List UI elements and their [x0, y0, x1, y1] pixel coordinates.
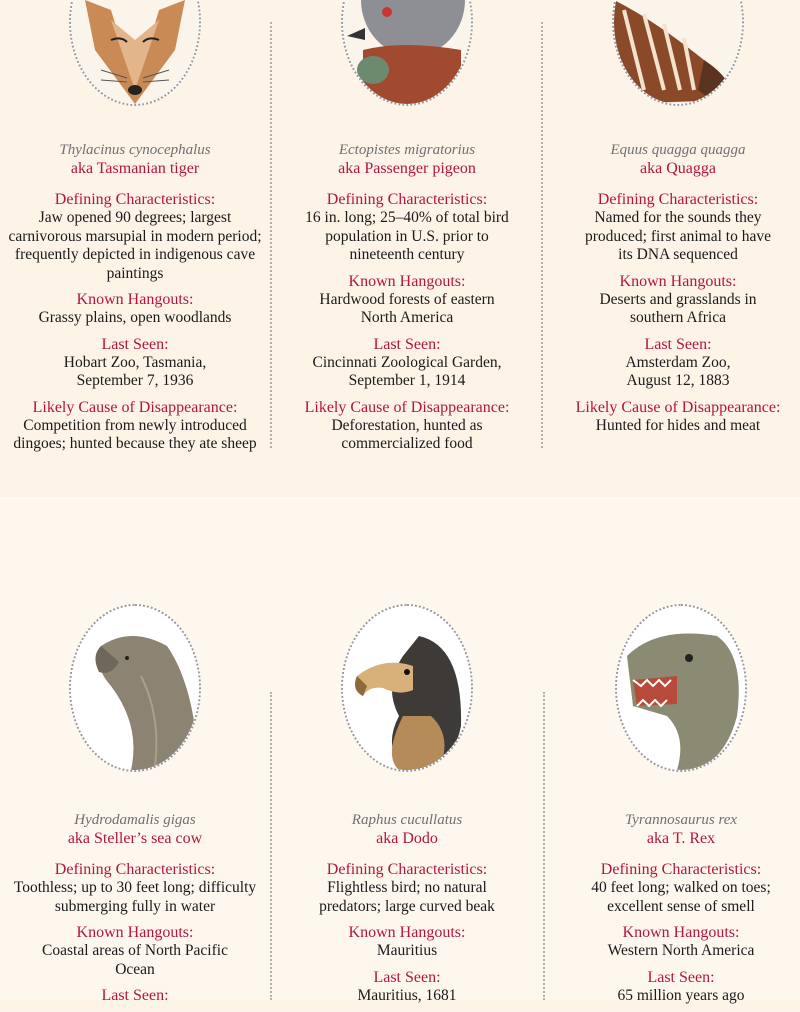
last-seen-label: Last Seen:: [101, 987, 169, 1004]
last-seen-text: 65 million years ago: [617, 986, 745, 1004]
last-seen-label: Last Seen:: [373, 968, 441, 986]
last-seen-text: Amsterdam Zoo, August 12, 1883: [625, 353, 731, 389]
defining-text: Named for the sounds they produced; first animal to have its DNA sequenced: [585, 209, 771, 263]
column-divider: [270, 22, 272, 448]
defining-label: Defining Characteristics:: [54, 861, 216, 878]
hangouts-text: Hardwood forests of eastern North America: [319, 290, 495, 326]
defining-text: Flightless bird; no natural predators; large curved beak: [319, 879, 495, 915]
column-divider: [270, 692, 272, 1000]
last-seen-label: Last Seen:: [644, 335, 712, 353]
common-name: aka Passenger pigeon: [338, 160, 476, 177]
defining-label: Defining Characteristics:: [600, 861, 762, 878]
cause-label: Likely Cause of Disappearance:: [304, 398, 510, 416]
portrait-frame: [615, 604, 747, 772]
defining-label: Defining Characteristics:: [326, 861, 488, 878]
cause-text: Deforestation, hunted as commercialized food: [331, 416, 483, 452]
hangouts-label: Known Hangouts:: [622, 924, 740, 941]
hangouts-text: Grassy plains, open woodlands: [38, 309, 232, 326]
scientific-name: Raphus cucullatus: [351, 812, 463, 828]
defining-text: Jaw opened 90 degrees; largest carnivorous marsupial in modern period; frequently depicted in indigenous cave paintings: [8, 209, 262, 282]
defining-label: Defining Characteristics:: [597, 191, 759, 208]
defining-label: Defining Characteristics:: [326, 191, 488, 208]
scientific-name: Thylacinus cynocephalus: [59, 142, 211, 158]
scientific-name: Equus quagga quagga: [610, 142, 746, 158]
dodo-head-icon: [343, 606, 471, 770]
scientific-name: Tyrannosaurus rex: [624, 812, 738, 828]
common-name: aka T. Rex: [646, 830, 716, 847]
cause-text: Hunted for hides and meat: [595, 416, 761, 434]
common-name: aka Tasmanian tiger: [70, 160, 200, 177]
cause-label: Likely Cause of Disappearance:: [32, 398, 238, 416]
common-name: aka Dodo: [376, 830, 438, 847]
hangouts-label: Known Hangouts:: [76, 924, 194, 941]
defining-label: Defining Characteristics:: [54, 191, 216, 208]
hangouts-label: Known Hangouts:: [76, 291, 194, 308]
defining-text: Toothless; up to 30 feet long; difficulty submerging fully in water: [13, 879, 257, 915]
common-name: aka Steller’s sea cow: [67, 830, 203, 847]
hangouts-text: Western North America: [607, 942, 755, 959]
t-rex-head-icon: [617, 606, 745, 770]
last-seen-text: Cincinnati Zoological Garden, September 1, 1914: [312, 353, 502, 389]
portrait-frame: [341, 604, 473, 772]
scientific-name: Ectopistes migratorius: [338, 142, 476, 158]
hangouts-text: Coastal areas of North Pacific Ocean: [42, 942, 228, 978]
hangouts-label: Known Hangouts:: [619, 272, 737, 290]
common-name: aka Quagga: [640, 160, 716, 177]
defining-text: 40 feet long; walked on toes; excellent sense of smell: [591, 879, 771, 915]
hangouts-text: Deserts and grasslands in southern Africa: [599, 290, 757, 326]
last-seen-label: Last Seen:: [101, 335, 169, 353]
hangouts-label: Known Hangouts:: [348, 272, 466, 290]
cause-label: Likely Cause of Disappearance:: [575, 398, 781, 416]
cause-text: Competition from newly introduced dingoes; hunted because they ate sheep: [13, 416, 257, 452]
sea-cow-head-icon: [71, 606, 199, 770]
scientific-name: Hydrodamalis gigas: [74, 812, 196, 828]
portrait-frame: [69, 604, 201, 772]
last-seen-label: Last Seen:: [647, 968, 715, 986]
last-seen-text: Mauritius, 1681: [357, 986, 457, 1004]
last-seen-label: Last Seen:: [373, 335, 441, 353]
last-seen-text: Hobart Zoo, Tasmania, September 7, 1936: [63, 353, 207, 389]
row-divider: [0, 497, 800, 500]
hangouts-text: Mauritius: [376, 942, 438, 959]
column-divider: [543, 692, 545, 1000]
defining-text: 16 in. long; 25–40% of total bird population in U.S. prior to nineteenth century: [305, 209, 509, 263]
column-divider: [541, 22, 543, 448]
hangouts-label: Known Hangouts:: [348, 924, 466, 941]
